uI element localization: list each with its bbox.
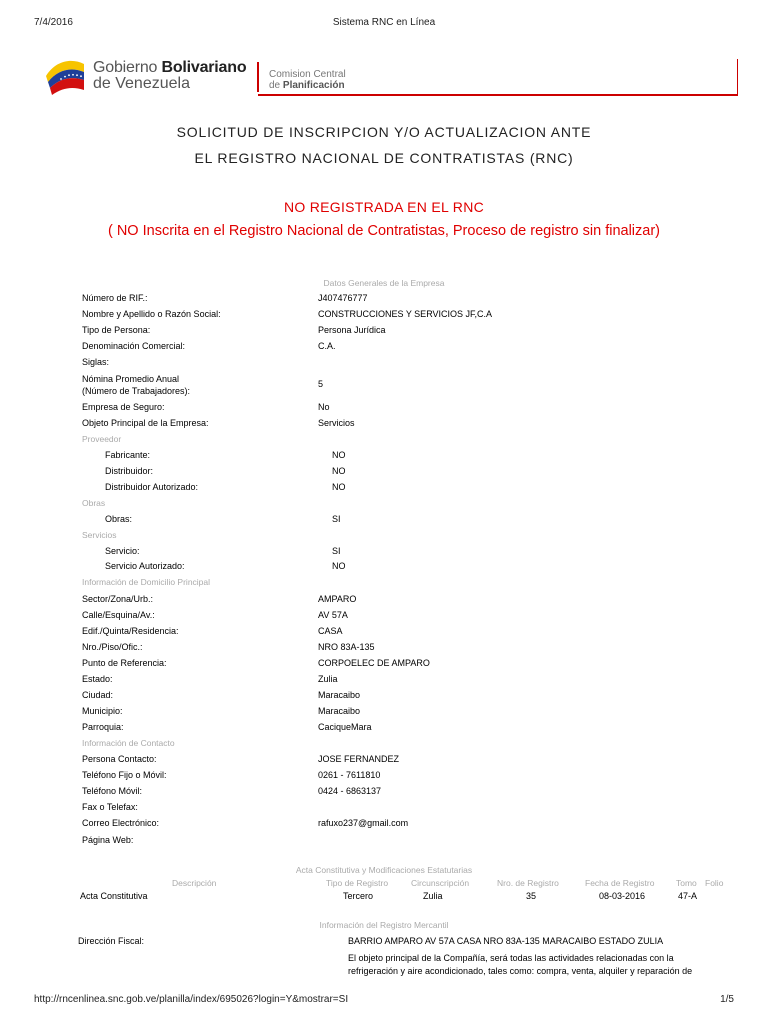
field-value: SI — [332, 546, 341, 556]
field-value: CONSTRUCCIONES Y SERVICIOS JF,C.A — [318, 309, 493, 319]
government-banner — [44, 55, 738, 99]
print-header — [34, 17, 734, 29]
col-folio: Folio — [705, 878, 724, 888]
registration-status: NO REGISTRADA EN EL RNC — [283, 199, 485, 215]
field-label: Nro./Piso/Ofic.: — [82, 642, 143, 652]
field-value: NRO 83A-135 — [318, 642, 375, 652]
field-label: Nombre y Apellido o Razón Social: — [82, 309, 221, 319]
field-value: NO — [332, 482, 346, 492]
field-label: Servicio Autorizado: — [105, 561, 185, 571]
field-value: C.A. — [318, 341, 336, 351]
field-denominacion — [0, 341, 768, 353]
field-nro-piso — [0, 642, 768, 654]
banner-underline — [258, 94, 738, 96]
field-value: 0261 - 7611810 — [318, 770, 381, 780]
field-servicio — [0, 546, 768, 558]
field-value: No — [318, 402, 330, 412]
field-value: NO — [332, 561, 346, 571]
print-url: http://rncenlinea.snc.gob.ve/planilla/index/695026?login=Y&mostrar=SI — [34, 994, 349, 1005]
field-value: NO — [332, 450, 346, 460]
field-label: Distribuidor Autorizado: — [105, 482, 199, 492]
col-tomo: Tomo — [676, 878, 697, 888]
group-servicios: Servicios — [82, 530, 117, 540]
field-label: Obras: — [105, 514, 133, 524]
print-page-number: 1/5 — [720, 994, 734, 1005]
group-contacto: Información de Contacto — [82, 738, 175, 748]
field-value: BARRIO AMPARO AV 57A CASA NRO 83A-135 MARACAIBO ESTADO ZULIA — [348, 936, 664, 946]
field-label: Dirección Fiscal: — [78, 936, 145, 946]
cell-tipo-registro: Tercero — [343, 891, 374, 901]
field-parroquia — [0, 722, 768, 734]
field-value: Zulia — [318, 674, 338, 684]
cell-tomo: 47-A — [678, 891, 698, 901]
table-row — [0, 891, 768, 903]
field-label: Objeto Principal de la Empresa: — [82, 418, 209, 428]
field-label: Calle/Esquina/Av.: — [82, 610, 155, 620]
print-footer — [34, 994, 734, 1006]
ccp-name-line1: Comision Central — [269, 69, 346, 80]
document-title-line2: EL REGISTRO NACIONAL DE CONTRATISTAS (RNC) — [194, 150, 574, 166]
field-telefono-fijo — [0, 770, 768, 782]
field-value: SI — [332, 514, 341, 524]
field-edificio — [0, 626, 768, 638]
field-distribuidor-autorizado — [0, 482, 768, 494]
field-fabricante — [0, 450, 768, 462]
banner-right-edge — [737, 59, 739, 95]
field-telefono-movil — [0, 786, 768, 798]
banner-divider — [257, 62, 259, 92]
objeto-compania-text: El objeto principal de la Compañía, será todas las actividades relacionadas con la refrigeración y aire acondicionado, tales como: compra, venta, alquiler y reparación de — [348, 953, 693, 976]
field-label: Denominación Comercial: — [82, 341, 186, 351]
col-circunscripcion: Circunscripción — [411, 878, 470, 888]
col-fecha-registro: Fecha de Registro — [585, 878, 655, 888]
field-label: Teléfono Móvil: — [82, 786, 143, 796]
field-calle — [0, 610, 768, 622]
field-value: Persona Jurídica — [318, 325, 386, 335]
field-objeto-principal — [0, 418, 768, 430]
field-label: Correo Electrónico: — [82, 818, 160, 828]
field-rif — [0, 293, 768, 305]
field-label: Distribuidor: — [105, 466, 154, 476]
cell-circunscripcion: Zulia — [423, 891, 443, 901]
field-label: Nómina Promedio Anual (Número de Trabajadores): — [82, 374, 191, 396]
field-persona-contacto — [0, 754, 768, 766]
field-value: Maracaibo — [318, 690, 361, 700]
field-label: Página Web: — [82, 835, 134, 845]
print-date: 7/4/2016 — [34, 17, 73, 28]
field-municipio — [0, 706, 768, 718]
field-label: Tipo de Persona: — [82, 325, 151, 335]
group-obras: Obras — [82, 498, 106, 508]
gov-name-line2: de Venezuela — [93, 75, 190, 92]
field-label: Servicio: — [105, 546, 140, 556]
field-value: AV 57A — [318, 610, 348, 620]
cell-nro-registro: 35 — [526, 891, 537, 901]
field-nomina — [0, 373, 768, 399]
field-estado — [0, 674, 768, 686]
field-label: Municipio: — [82, 706, 123, 716]
field-label: Punto de Referencia: — [82, 658, 167, 668]
field-siglas — [0, 357, 768, 369]
col-nro-registro: Nro. de Registro — [497, 878, 559, 888]
group-proveedor: Proveedor — [82, 434, 122, 444]
field-value: CORPOELEC DE AMPARO — [318, 658, 430, 668]
field-value: CASA — [318, 626, 343, 636]
field-label: Fax o Telefax: — [82, 802, 138, 812]
field-label: Empresa de Seguro: — [82, 402, 165, 412]
field-value: Servicios — [318, 418, 355, 428]
col-tipo-registro: Tipo de Registro — [326, 878, 389, 888]
field-punto-referencia — [0, 658, 768, 670]
print-title: Sistema RNC en Línea — [332, 17, 436, 28]
field-value: rafuxo237@gmail.com — [318, 818, 409, 828]
field-label: Persona Contacto: — [82, 754, 157, 764]
acta-table-header — [0, 878, 768, 890]
field-label: Teléfono Fijo o Móvil: — [82, 770, 167, 780]
group-domicilio: Información de Domicilio Principal — [82, 577, 211, 587]
field-empresa-seguro — [0, 402, 768, 414]
gov-name-line1: Gobierno Bolivariano — [93, 59, 247, 76]
field-label: Estado: — [82, 674, 113, 684]
field-value: J407476777 — [318, 293, 368, 303]
field-value: 5 — [318, 379, 324, 389]
venezuela-flag-logo — [44, 58, 86, 96]
field-label: Edif./Quinta/Residencia: — [82, 626, 179, 636]
field-tipo-persona — [0, 325, 768, 337]
field-razon-social — [0, 309, 768, 321]
field-label: Parroquia: — [82, 722, 124, 732]
field-servicio-autorizado — [0, 561, 768, 573]
field-label: Fabricante: — [105, 450, 151, 460]
cell-descripcion: Acta Constitutiva — [80, 891, 148, 901]
section-datos-generales: Datos Generales de la Empresa — [323, 278, 445, 288]
field-distribuidor — [0, 466, 768, 478]
field-obras — [0, 514, 768, 526]
field-label: Siglas: — [82, 357, 110, 367]
section-acta-constitutiva: Acta Constitutiva y Modificaciones Estatutarias — [295, 865, 473, 875]
field-value: JOSE FERNANDEZ — [318, 754, 400, 764]
field-label: Ciudad: — [82, 690, 114, 700]
cell-fecha-registro: 08-03-2016 — [599, 891, 646, 901]
field-value: Maracaibo — [318, 706, 361, 716]
registration-status-detail: ( NO Inscrita en el Registro Nacional de Contratistas, Proceso de registro sin finalizar) — [107, 223, 661, 239]
field-fax — [0, 802, 768, 814]
section-registro-mercantil: Información del Registro Mercantil — [319, 920, 449, 930]
ccp-name-line2: de Planificación — [269, 80, 345, 91]
field-label: Número de RIF.: — [82, 293, 148, 303]
col-descripcion: Descripción — [172, 878, 217, 888]
field-ciudad — [0, 690, 768, 702]
field-value: NO — [332, 466, 346, 476]
field-correo — [0, 818, 768, 830]
document-title-line1: SOLICITUD DE INSCRIPCION Y/O ACTUALIZACION ANTE — [176, 124, 592, 140]
field-pagina-web — [0, 835, 768, 847]
field-value: CaciqueMara — [318, 722, 372, 732]
field-value: AMPARO — [318, 594, 357, 604]
field-sector — [0, 594, 768, 606]
field-label: Sector/Zona/Urb.: — [82, 594, 154, 604]
field-value: 0424 - 6863137 — [318, 786, 382, 796]
